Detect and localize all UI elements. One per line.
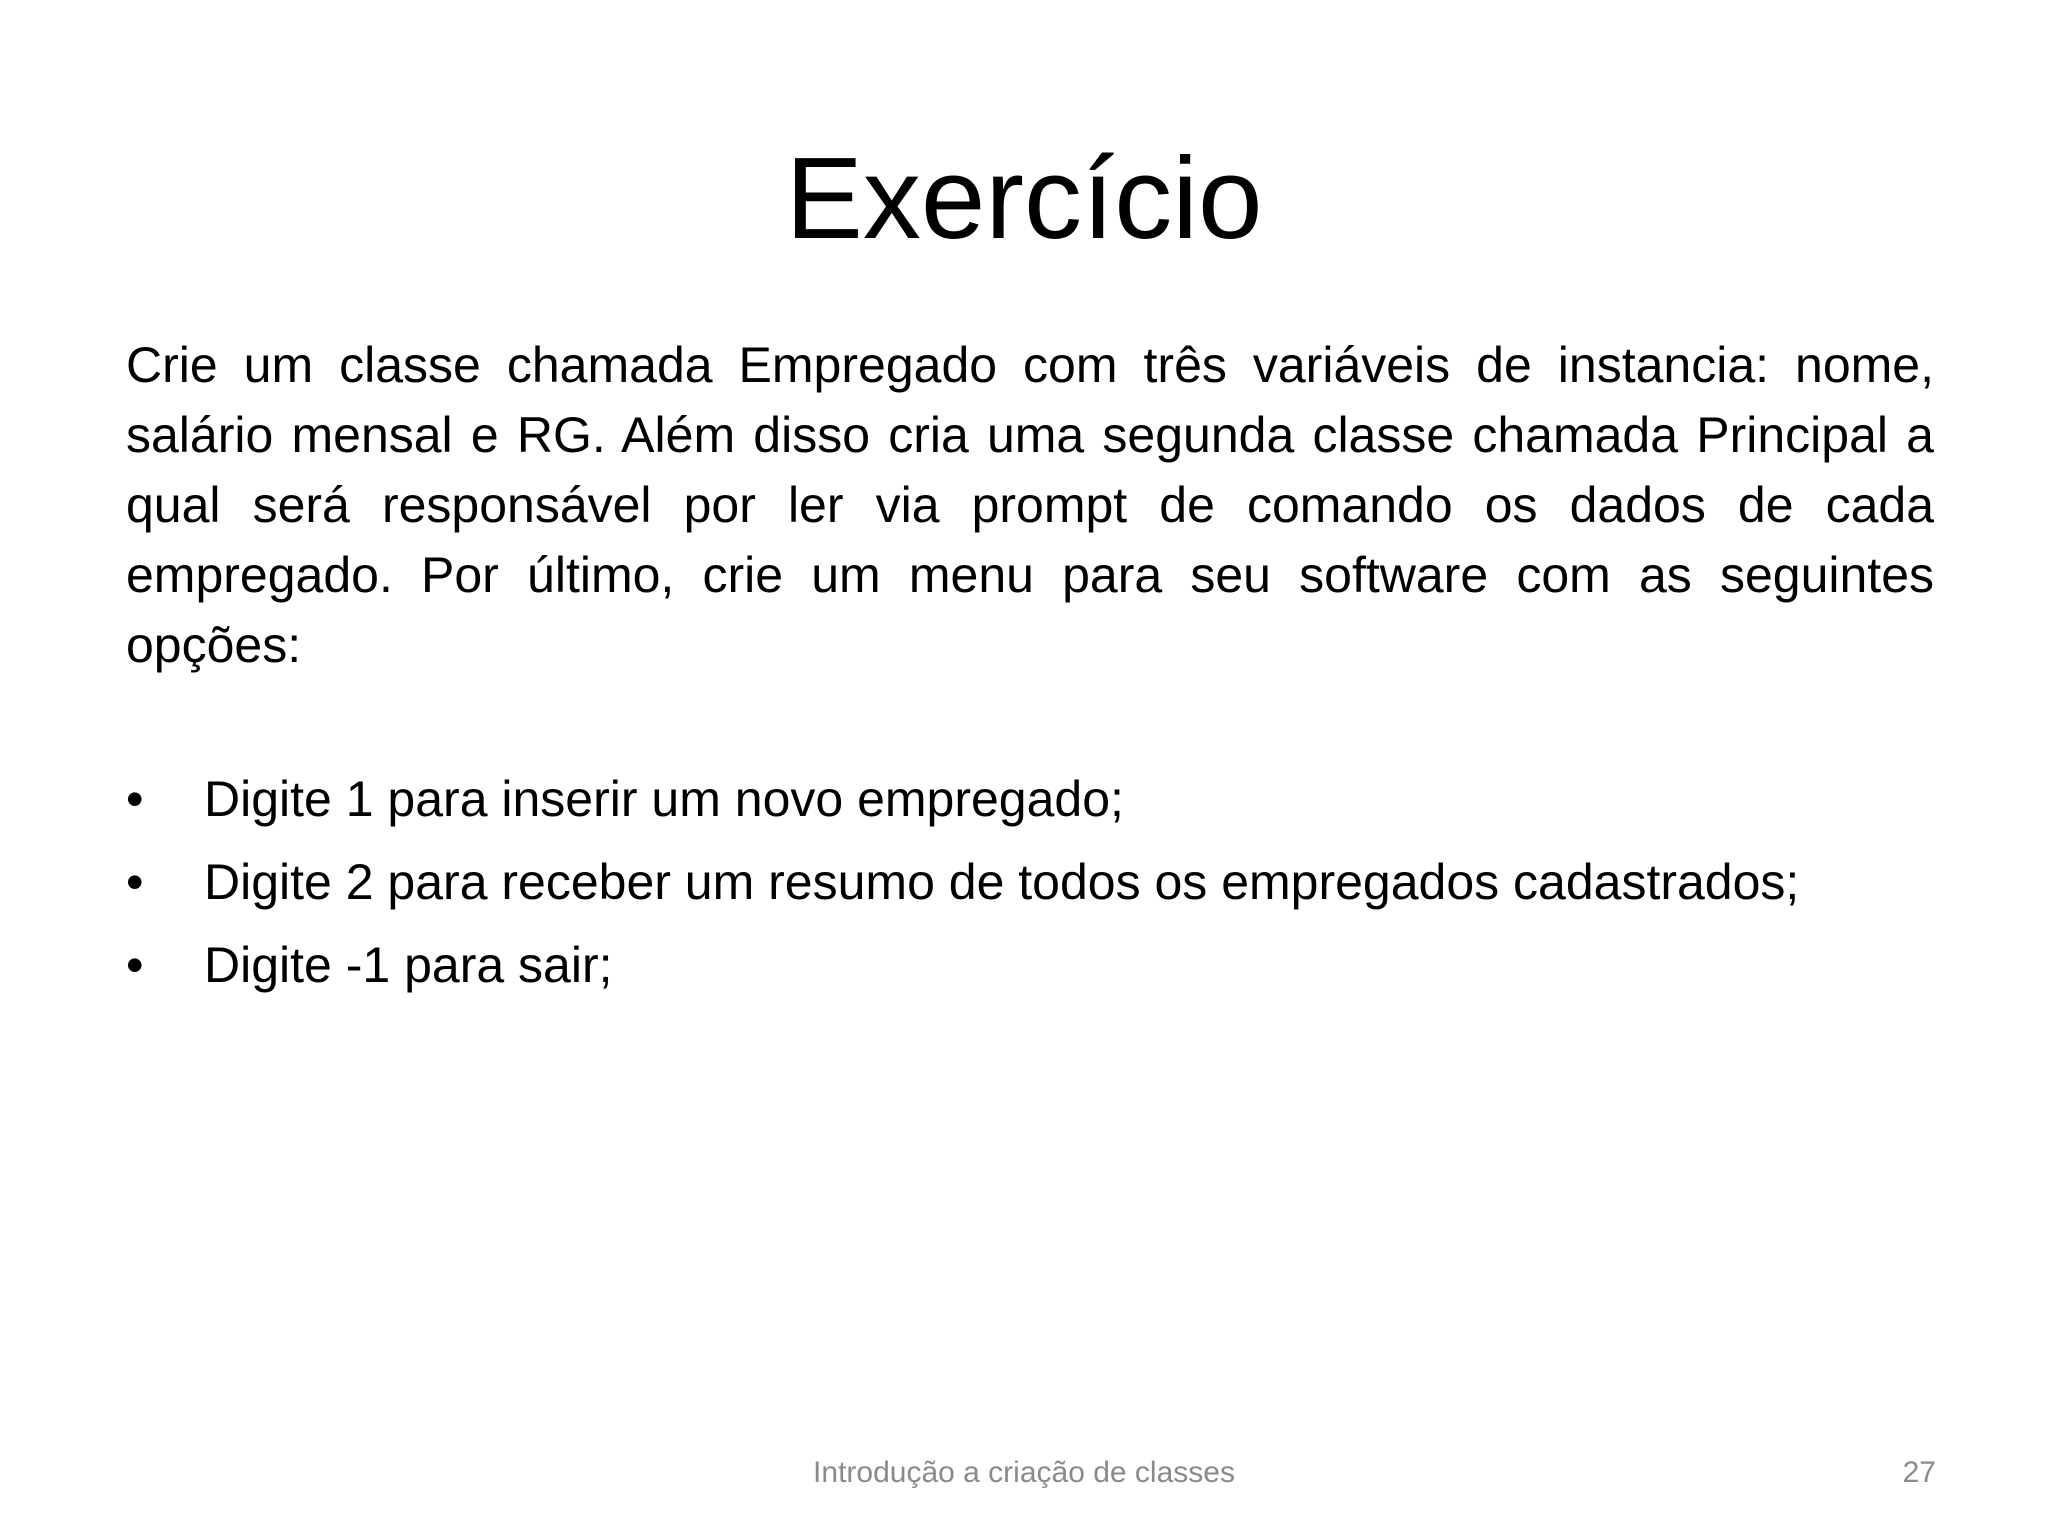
exercise-description: Crie um classe chamada Empregado com três variáveis de instancia: nome, salário mensal e RG. Além disso cria uma segunda classe chamada Principal a qual será responsável por ler via prompt de comando os dados de cada empregado. Por último, crie um menu para seu software com as seguintes opções: xyxy=(126,337,1934,673)
list-item-text: Digite 2 para receber um resumo de todos os empregados cadastrados; xyxy=(204,854,1800,910)
bullet-icon: • xyxy=(126,854,144,910)
list-item-text: Digite -1 para sair; xyxy=(204,937,613,993)
list-item xyxy=(126,768,1934,830)
menu-options-list xyxy=(126,768,1934,1017)
page-number: 27 xyxy=(1902,1456,1936,1489)
list-item xyxy=(126,851,1934,913)
bullet-icon: • xyxy=(126,937,144,993)
list-item xyxy=(126,934,1934,996)
list-item-text: Digite 1 para inserir um novo empregado; xyxy=(204,771,1124,827)
bullet-icon: • xyxy=(126,771,144,827)
slide-title: Exercício xyxy=(785,133,1263,263)
slide-footer: Introdução a criação de classes xyxy=(813,1456,1235,1489)
